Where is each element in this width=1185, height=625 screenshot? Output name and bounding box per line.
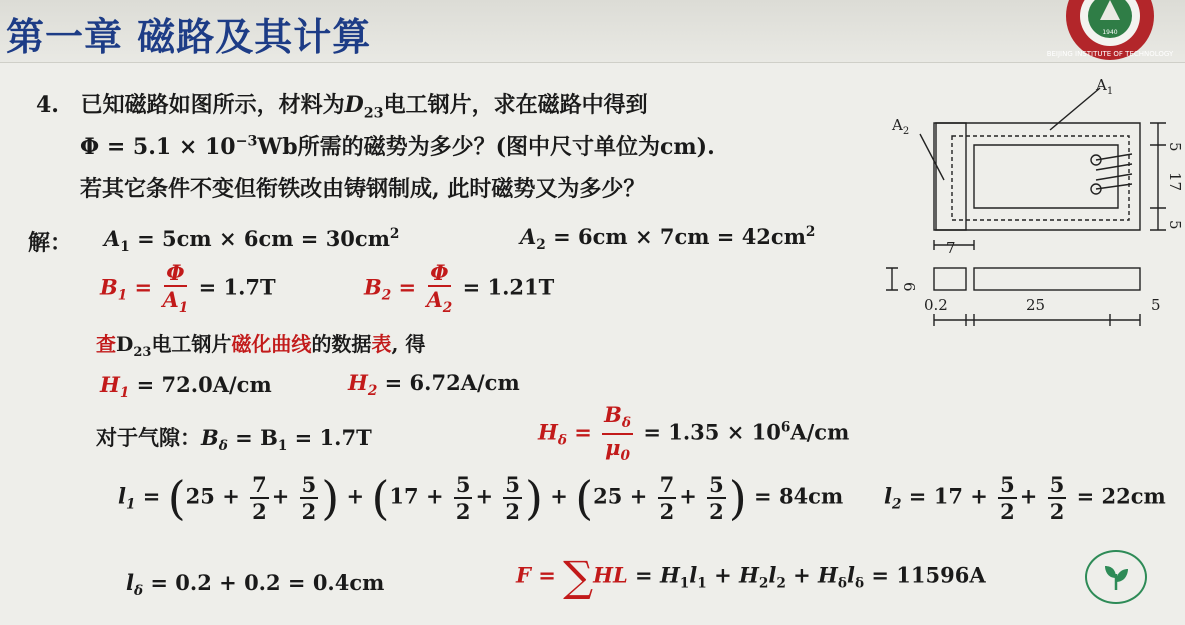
core-section [974,268,1140,290]
university-logo-icon [1048,0,1172,60]
lookup-line: 查$D_{23}$电工钢片磁化曲线的数据表, 得 [96,332,426,360]
eq-a2: $A_2 = 6cm \times 7cm = 42cm^2$ [520,224,816,254]
dim-25-label: 25 [1026,296,1046,314]
problem-text-1a: 已知磁路如图所示，材料为 [80,92,345,118]
problem-text-2b: Wb所需的磁势为多少？(图中尺寸单位为cm). [257,134,715,160]
solution-label: 解： [28,230,73,256]
label-a1: $A_1$ [1096,76,1114,97]
eq-b2: $B_2$ = $\frac{\Phi}{A_2}$ = 1.21T [364,260,555,317]
eq-h2: $H_2 = 6.72A/cm$ [348,370,520,400]
core-outline [934,123,1140,230]
problem-text-1b: 电工钢片，求在磁路中得到 [383,92,648,118]
leaf-icon [1085,550,1147,604]
eq-h-delta: $H_\delta$ = $\frac{B_\delta}{\mu_0}$ = $1.35 \times 10^6A/cm$ [538,402,850,465]
slide-title: 第一章 磁路及其计算 [6,15,372,59]
dim-right [1150,123,1166,230]
magnetic-circuit-diagram [870,70,1184,335]
dim-5-bottom: 5 [1166,220,1184,230]
dim-6-label: 6 [900,282,918,292]
problem-line-2 [80,130,715,161]
dim-7-label: 7 [946,239,956,257]
logo-text: BEIJING INSTITUTE OF TECHNOLOGY [1046,50,1174,58]
eq-l-delta: $l_\delta = 0.2 + 0.2 = 0.4cm$ [126,570,385,600]
logo-year: 1940 [1102,29,1118,36]
dim-5-right-label: 5 [1151,296,1161,314]
armature-section [934,268,966,290]
dim-6 [886,268,898,290]
label-a2: $A_2$ [892,116,910,137]
dim-5-top: 5 [1166,142,1184,152]
eq-h1: $H_1 = 72.0A/cm$ [100,372,272,402]
coil-wires [1096,154,1132,189]
dim-bottom [934,314,1140,326]
problem-line-3: 若其它条件不变但衔铁改由铸钢制成, 此时磁势又为多少？ [80,176,646,202]
problem-material: D [344,92,364,118]
problem-flux: Φ = 5.1 × 10 [80,134,236,160]
problem-line-1 [36,88,648,121]
problem-material-sub: 23 [363,105,384,122]
eq-l1: $l_1 = (25$ + $\frac{7}{2}$ + $\frac{5}{2}$ ) + (17 + $\frac{5}{2}$ + $\frac{5}{2}$ ) + (25 + $\frac{7}{2}$ + $\frac{5}{2}$ ) = 84cm [118,471,844,525]
eq-l2: $l_2 = 17$ + $\frac{5}{2}$ + $\frac{5}{2}$ = 22cm [884,472,1166,524]
problem-number: 4. [36,92,59,118]
eq-mmf: $F = \sum HL = H_1l_1 + H_2l_2 + H_\delta l_\delta = 11596A$ [516,552,986,601]
dim-02-label: 0.2 [924,296,948,314]
eq-b1: $B_1$ = $\frac{\Phi}{A_1}$ = 1.7T [100,260,276,317]
eq-b-delta: 对于气隙：$B_\delta = B_1 = 1.7T$ [96,425,372,455]
armature [936,123,966,230]
leader-a2 [920,134,944,180]
problem-flux-exp: −3 [235,133,258,150]
eq-a1: $A_1 = 5cm \times 6cm = 30cm^2$ [104,226,400,256]
dim-17: 17 [1166,172,1184,192]
